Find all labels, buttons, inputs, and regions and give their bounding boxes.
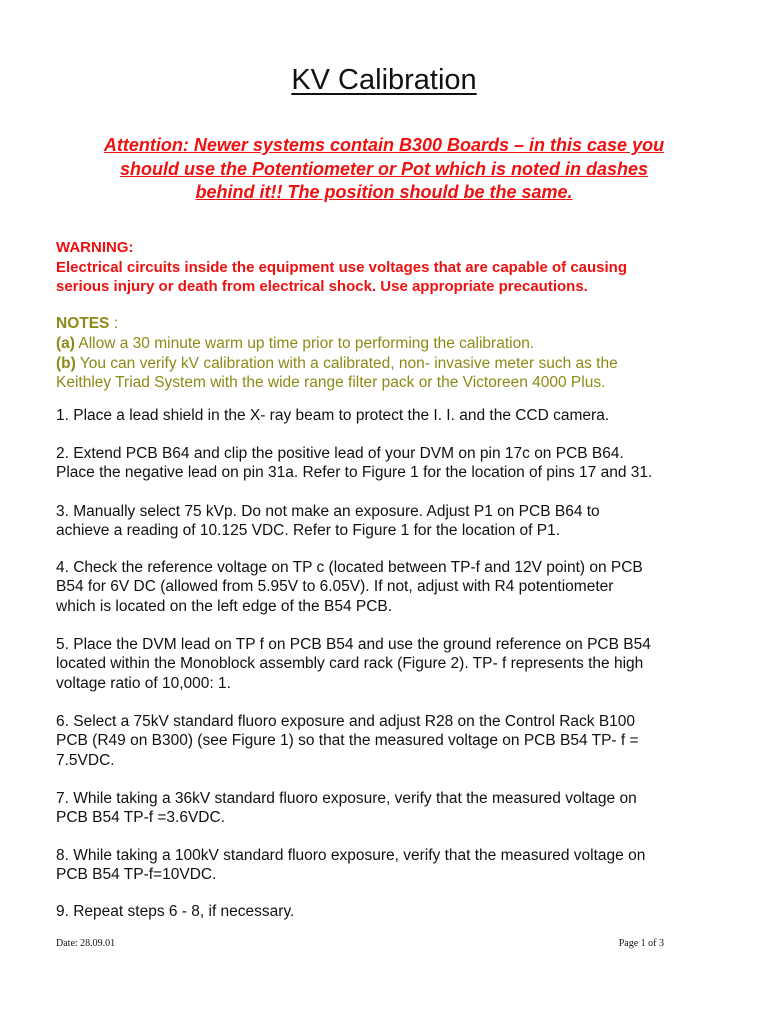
step-line: 1. Place a lead shield in the X- ray beam to protect the I. I. and the CCD camera. [56,407,610,424]
warning-heading: WARNING: [56,239,134,256]
note-b [56,354,736,374]
step-4 [56,558,746,616]
warning-line: serious injury or death from electrical shock. Use appropriate precautions. [56,278,588,295]
step-line: 2. Extend PCB B64 and clip the positive lead of your DVM on pin 17c on PCB B64. [56,445,624,462]
attention-line: should use the Potentiometer or Pot which is noted in dashes [119,158,649,179]
step-line: 7. While taking a 36kV standard fluoro exposure, verify that the measured voltage on [56,790,637,807]
notes-heading-line [56,314,736,334]
page-title: KV Calibration [291,64,477,96]
note-b-label: (b) [56,354,76,372]
step-line: Place the negative lead on pin 31a. Refer to Figure 1 for the location of pins 17 and 31. [56,464,653,482]
step-line: 6. Select a 75kV standard fluoro exposure and adjust R28 on the Control Rack B100 [56,713,636,730]
step-2 [56,444,746,483]
step-5 [56,635,746,693]
step-line: B54 for 6V DC (allowed from 5.95V to 6.05V). If not, adjust with R4 potentiometer [56,578,614,596]
note-a-label: (a) [56,334,75,352]
step-line: PCB B54 TP-f=10VDC. [56,866,217,884]
step-line: PCB (R49 on B300) (see Figure 1) so that the measured voltage on PCB B54 TP- f = [56,732,639,750]
step-line: 9. Repeat steps 6 - 8, if necessary. [56,903,295,920]
note-b-text: You can verify kV calibration with a calibrated, non- invasive meter such as the [75,354,618,372]
step-3 [56,502,746,541]
notes-block [56,314,736,393]
step-8 [56,846,746,885]
step-line: 3. Manually select 75 kVp. Do not make an exposure. Adjust P1 on PCB B64 to [56,503,600,520]
note-a [56,334,736,354]
note-b-continued: Keithley Triad System with the wide range filter pack or the Victoreen 4000 Plus. [56,374,606,392]
attention-line: behind it!! The position should be the same. [195,182,573,202]
attention-notice [40,134,728,205]
notes-heading-suffix: : [109,315,119,332]
step-line: located within the Monoblock assembly card rack (Figure 2). TP- f represents the high [56,655,644,673]
step-line: 5. Place the DVM lead on TP f on PCB B54 and use the ground reference on PCB B54 [56,636,651,653]
step-1 [56,406,746,425]
step-line: which is located on the left edge of the B54 PCB. [56,597,393,615]
step-line: 7.5VDC. [56,751,115,769]
attention-line: Attention: Newer systems contain B300 Boards – in this case you [103,135,665,155]
footer-date: Date: 28.09.01 [56,938,116,949]
step-line: PCB B54 TP-f =3.6VDC. [56,809,225,827]
footer-page-number: Page 1 of 3 [618,938,664,949]
notes-heading: NOTES [56,315,110,332]
note-a-text: Allow a 30 minute warm up time prior to performing the calibration. [74,334,535,352]
warning-block [56,238,736,297]
step-6 [56,712,746,770]
step-9 [56,902,746,921]
step-line: 4. Check the reference voltage on TP c (located between TP-f and 12V point) on PCB [56,559,643,576]
step-line: voltage ratio of 10,000: 1. [56,674,231,692]
step-line: 8. While taking a 100kV standard fluoro exposure, verify that the measured voltage on [56,847,646,864]
step-7 [56,789,746,828]
warning-line: Electrical circuits inside the equipment use voltages that are capable of causing [56,258,628,276]
step-line: achieve a reading of 10.125 VDC. Refer to Figure 1 for the location of P1. [56,522,561,540]
